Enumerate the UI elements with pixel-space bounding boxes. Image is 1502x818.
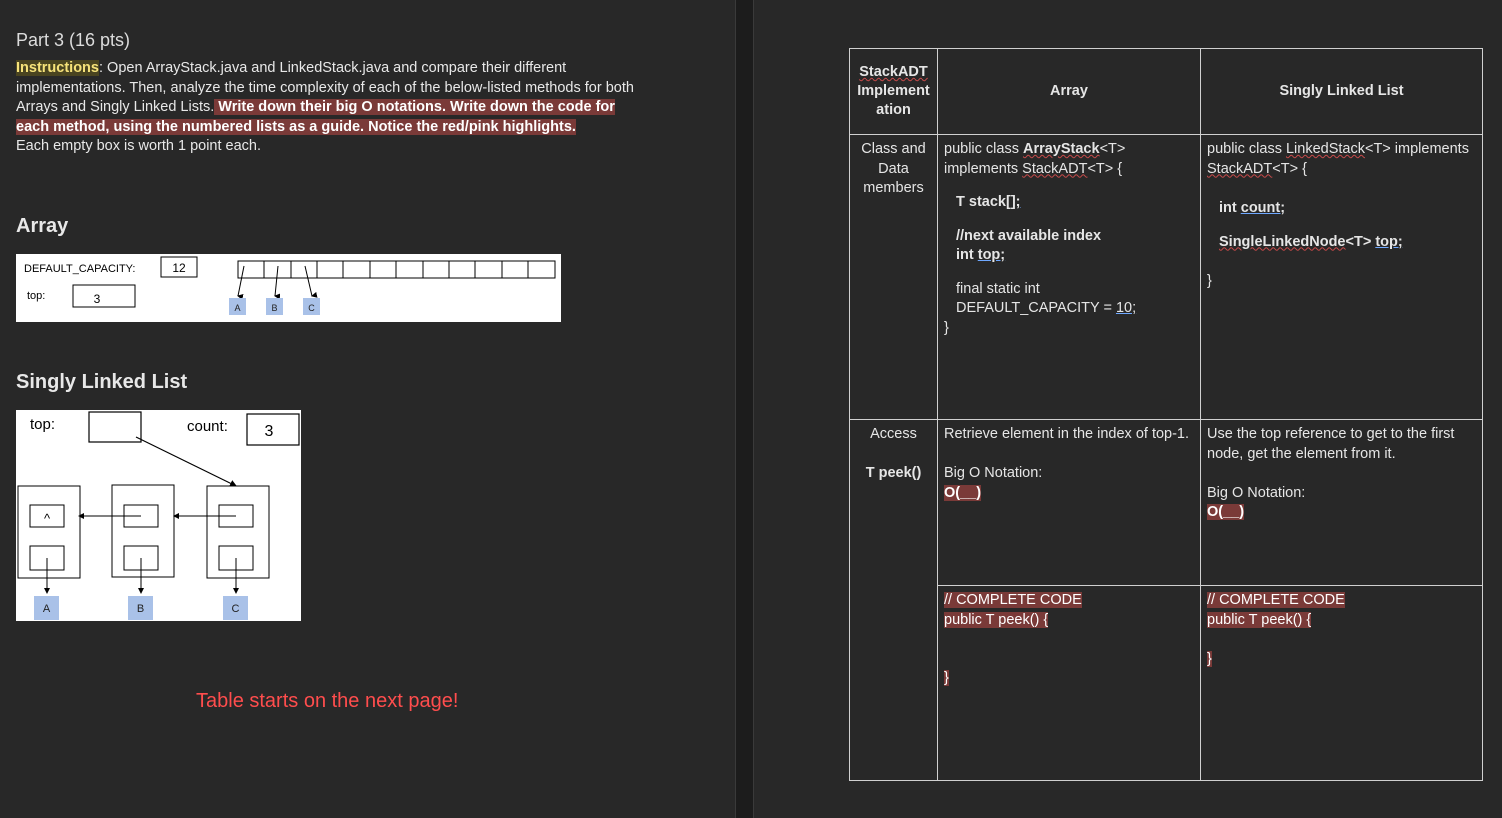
linked-class-cell: public class LinkedStack<T> implements StackADT<T> { int count; SingleLinkedNode<T> top; } [1201, 135, 1483, 420]
linked-top-label: top: [30, 416, 56, 433]
array-element-b-label: B [271, 303, 278, 313]
array-diagram [16, 254, 561, 322]
instructions-label: Instructions [16, 60, 99, 76]
method-peek: T peek() [865, 465, 922, 481]
array-access-cell: Retrieve element in the index of top-1. Big O Notation: O(__) [938, 420, 1201, 586]
array-bigO-answer[interactable]: O(__) [944, 484, 982, 501]
linked-code-cell[interactable]: // COMPLETE CODE public T peek() { } [1201, 586, 1483, 781]
array-element-c-label: C [308, 303, 315, 313]
array-heading: Array [16, 215, 69, 237]
linked-access-cell: Use the top reference to get to the first node, get the element from it. Big O Notation: O(__) [1201, 420, 1483, 586]
instructions-points: Each empty box is worth 1 point each. [16, 138, 262, 154]
linked-count-value: 3 [264, 423, 274, 440]
table-header-row [850, 49, 1483, 135]
left-page [0, 0, 735, 818]
row-code [850, 586, 1483, 781]
capacity-label: DEFAULT_CAPACITY: [24, 263, 136, 275]
row-class-data [850, 135, 1483, 420]
linked-element-b-label: B [136, 603, 145, 615]
linked-heading: Singly Linked List [16, 371, 188, 393]
instructions-highlight: Write down their big O notations. Write down the code for each method, using the numbered lists as a guide. Notice the red/pink highlights. [16, 99, 615, 135]
header-array: Array [938, 49, 1201, 135]
array-cells [238, 261, 555, 278]
array-element-a-label: A [234, 303, 241, 313]
array-code-cell[interactable]: // COMPLETE CODE public T peek() { } [938, 586, 1201, 781]
instructions [16, 59, 646, 157]
capacity-value: 12 [172, 261, 186, 275]
header-linked: Singly Linked List [1201, 49, 1483, 135]
header-stackadt: StackADT Implement ation [850, 49, 938, 135]
row-access [850, 420, 1483, 586]
linked-count-label: count: [187, 418, 228, 435]
array-top-label: top: [27, 290, 46, 302]
linked-element-c-label: C [231, 603, 240, 615]
stack-comparison-table [849, 48, 1483, 781]
null-symbol: ^ [43, 511, 51, 526]
instructions-text: : Open ArrayStack.java and LinkedStack.java and compare their different implementations. Then, analyze the time complexity of each of the below-listed methods for both Arrays and Singly Linked Lists. [16, 60, 634, 115]
row-access-label: Access T peek() [850, 420, 938, 781]
row-class-data-label: Class and Data members [850, 135, 938, 420]
linked-list-diagram [16, 410, 301, 621]
array-top-value: 3 [93, 292, 101, 306]
part-title: Part 3 (16 pts) [16, 30, 131, 50]
array-class-cell: public class ArrayStack<T> implements StackADT<T> { T stack[]; //next available index int top; final static int DEFAULT_CAPACITY = 10; } [938, 135, 1201, 420]
linked-element-a-label: A [42, 603, 51, 615]
page-gutter [735, 0, 754, 818]
linked-bigO-answer[interactable]: O(__) [1207, 504, 1245, 520]
next-page-note: Table starts on the next page! [196, 690, 459, 712]
